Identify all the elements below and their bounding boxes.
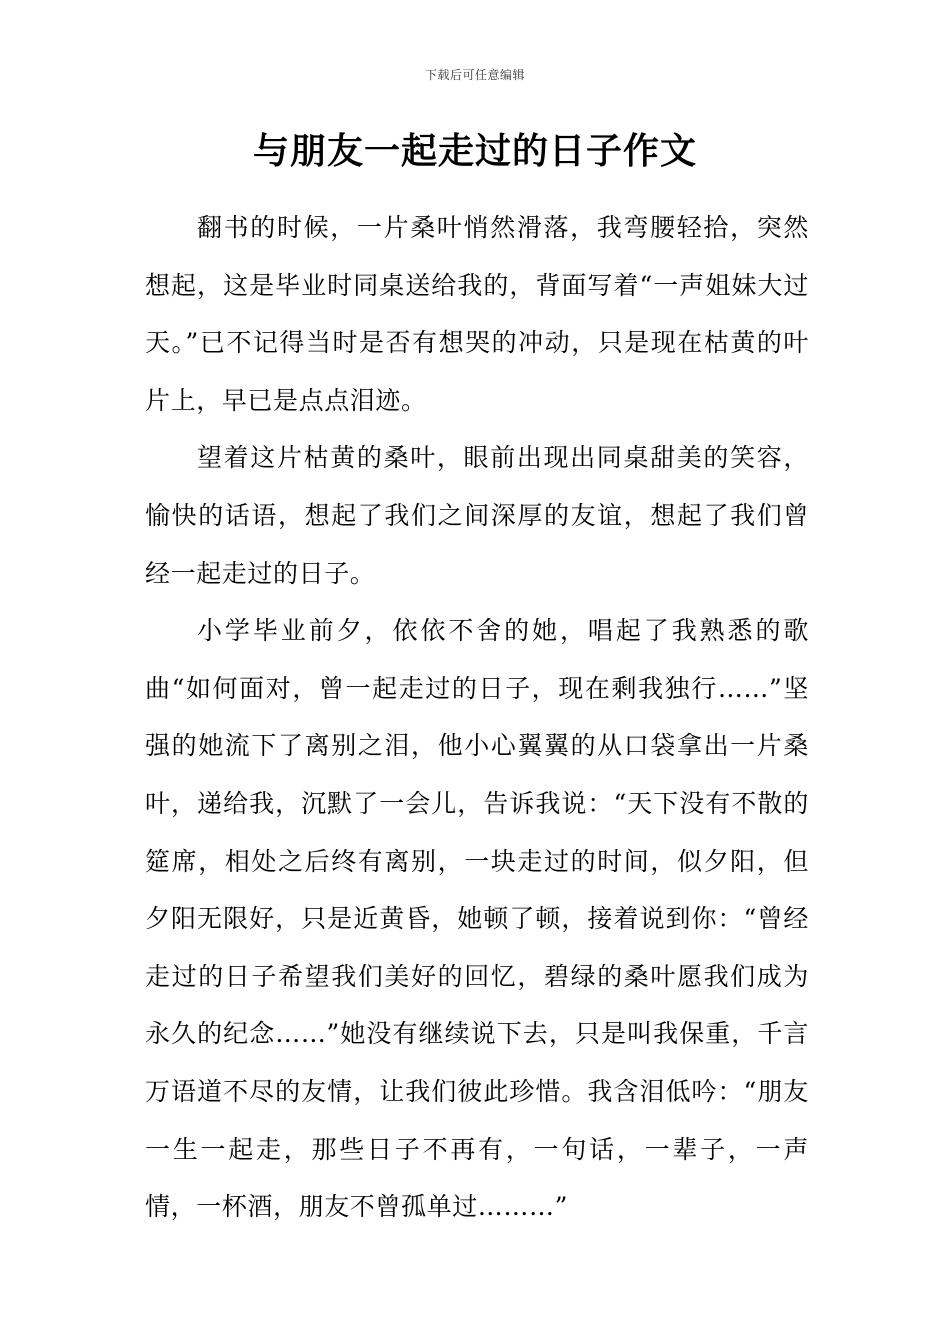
- document-title: 与朋友一起走过的日子作文: [252, 131, 697, 172]
- paragraph-3: 小学毕业前夕，依依不舍的她，唱起了我熟悉的歌曲“如何面对，曾一起走过的日子，现在剩我独行……”坚强的她流下了离别之泪，他小心翼翼的从口袋拿出一片桑叶，递给我，沉默了一会儿，告诉我说：“天下没有不散的筵席，相处之后终有离别，一块走过的时间，似夕阳，但夕阳无限好，只是近黄昏，她顿了顿，接着说到你：“曾经走过的日子希望我们美好的回忆，碧绿的桑叶愿我们成为永久的纪念……”她没有继续说下去，只是叫我保重，千言万语道不尽的友情，让我们彼此珍惜。我含泪低吟：“朋友一生一起走，那些日子不再有，一句话，一辈子，一声情，一杯酒，朋友不曾孤单过………”: [145, 616, 809, 1222]
- paragraph-1: 翻书的时候，一片桑叶悄然滑落，我弯腰轻拾，突然想起，这是毕业时同桌送给我的，背面写着“一声姐妹大过天。”已不记得当时是否有想哭的冲动，只是现在枯黄的叶片上，早已是点点泪迹。: [145, 213, 809, 415]
- header-note: 下载后可任意编辑: [424, 68, 525, 82]
- paragraph-2: 望着这片枯黄的桑叶，眼前出现出同桌甜美的笑容，愉快的话语，想起了我们之间深厚的友谊，想起了我们曾经一起走过的日子。: [145, 443, 809, 588]
- document-body: [145, 199, 809, 1236]
